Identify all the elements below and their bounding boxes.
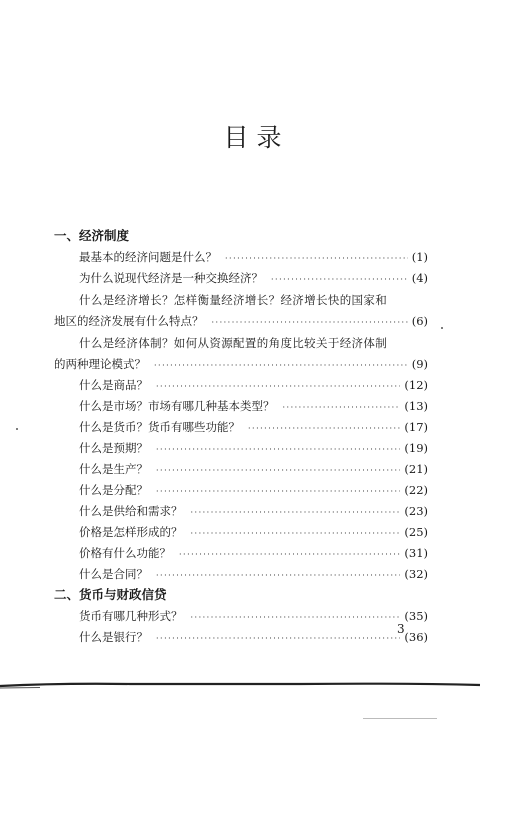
toc-entry-line: 什么是经济增长？怎样衡量经济增长？经济增长快的国家和 bbox=[79, 293, 388, 307]
toc-entry-title: 什么是商品？ bbox=[79, 378, 148, 392]
toc-entry-title: 什么是生产？ bbox=[79, 462, 148, 476]
page-title: 目 录 bbox=[223, 123, 282, 152]
dot-leader bbox=[271, 269, 408, 290]
dot-leader bbox=[283, 397, 401, 418]
toc-entry bbox=[54, 459, 428, 480]
toc-page-ref: (13) bbox=[404, 399, 428, 413]
toc-entry bbox=[54, 375, 428, 396]
toc-entry bbox=[54, 438, 428, 459]
toc-entry bbox=[54, 564, 428, 585]
toc-entry-title: 货币有哪几种形式？ bbox=[79, 609, 183, 623]
toc-entry bbox=[54, 627, 428, 648]
table-of-contents bbox=[54, 226, 428, 648]
dot-leader bbox=[156, 565, 400, 586]
scan-mark-line bbox=[363, 718, 437, 719]
dot-leader bbox=[156, 460, 400, 481]
toc-entry bbox=[54, 247, 428, 268]
toc-entry bbox=[54, 417, 428, 438]
toc-page-ref: (22) bbox=[404, 483, 428, 497]
toc-page-ref: (23) bbox=[404, 504, 428, 518]
toc-entry bbox=[54, 354, 428, 375]
dot-leader bbox=[179, 544, 400, 565]
dot-leader bbox=[154, 355, 408, 376]
dot-leader bbox=[156, 481, 400, 502]
toc-entry bbox=[54, 501, 428, 522]
toc-page-ref: (35) bbox=[404, 609, 428, 623]
dot-leader bbox=[191, 502, 401, 523]
toc-entry-title: 什么是合同？ bbox=[79, 567, 148, 581]
toc-entry-title: 什么是银行？ bbox=[79, 630, 148, 644]
toc-entry-title: 什么是货币？货币有哪些功能？ bbox=[79, 420, 240, 434]
section-heading: 二、货币与财政信贷 bbox=[54, 587, 167, 602]
toc-page-ref: (21) bbox=[404, 462, 428, 476]
toc-page-ref: (4) bbox=[411, 271, 428, 285]
toc-page-ref: (31) bbox=[404, 546, 428, 560]
toc-page-ref: (36) bbox=[404, 630, 428, 644]
section-heading: 一、经济制度 bbox=[54, 228, 130, 243]
toc-entry bbox=[54, 522, 428, 543]
dot-leader bbox=[225, 248, 408, 269]
toc-entry bbox=[54, 311, 428, 332]
toc-entry-title: 什么是供给和需求？ bbox=[79, 504, 183, 518]
dot-leader bbox=[156, 439, 400, 460]
toc-entry bbox=[54, 480, 428, 501]
dot-leader bbox=[248, 418, 400, 439]
toc-entry-title: 什么是分配？ bbox=[79, 483, 148, 497]
toc-page-ref: (19) bbox=[404, 441, 428, 455]
toc-entry-title: 什么是预期？ bbox=[79, 441, 148, 455]
dot-leader bbox=[156, 376, 400, 397]
dot-leader bbox=[212, 312, 408, 333]
toc-page-ref: (1) bbox=[411, 250, 428, 264]
scan-speck bbox=[441, 327, 443, 329]
toc-entry-title: 为什么说现代经济是一种交换经济？ bbox=[79, 271, 263, 285]
toc-entry-title: 最基本的经济问题是什么？ bbox=[79, 250, 217, 264]
toc-entry bbox=[54, 268, 428, 289]
toc-entry-line: 什么是经济体制？如何从资源配置的角度比较关于经济体制 bbox=[79, 336, 388, 350]
scan-edge-line bbox=[0, 681, 505, 691]
toc-entry-title: 的两种理论模式？ bbox=[54, 357, 146, 371]
toc-entry-title: 什么是市场？市场有哪几种基本类型？ bbox=[79, 399, 275, 413]
toc-entry bbox=[54, 396, 428, 417]
toc-page-ref: (32) bbox=[404, 567, 428, 581]
dot-leader bbox=[191, 523, 401, 544]
dot-leader bbox=[156, 628, 400, 649]
toc-entry-title: 价格是怎样形成的？ bbox=[79, 525, 183, 539]
toc-page-ref: (25) bbox=[404, 525, 428, 539]
toc-entry bbox=[54, 606, 428, 627]
toc-page-ref: (17) bbox=[404, 420, 428, 434]
page-number: 3 bbox=[397, 622, 405, 636]
toc-entry-title: 地区的经济发展有什么特点？ bbox=[54, 314, 204, 328]
toc-entry-title: 价格有什么功能？ bbox=[79, 546, 171, 560]
toc-entry bbox=[54, 543, 428, 564]
toc-page-ref: (6) bbox=[411, 314, 428, 328]
toc-page-ref: (12) bbox=[404, 378, 428, 392]
dot-leader bbox=[191, 607, 401, 628]
toc-page-ref: (9) bbox=[411, 357, 428, 371]
scan-speck bbox=[16, 428, 18, 430]
